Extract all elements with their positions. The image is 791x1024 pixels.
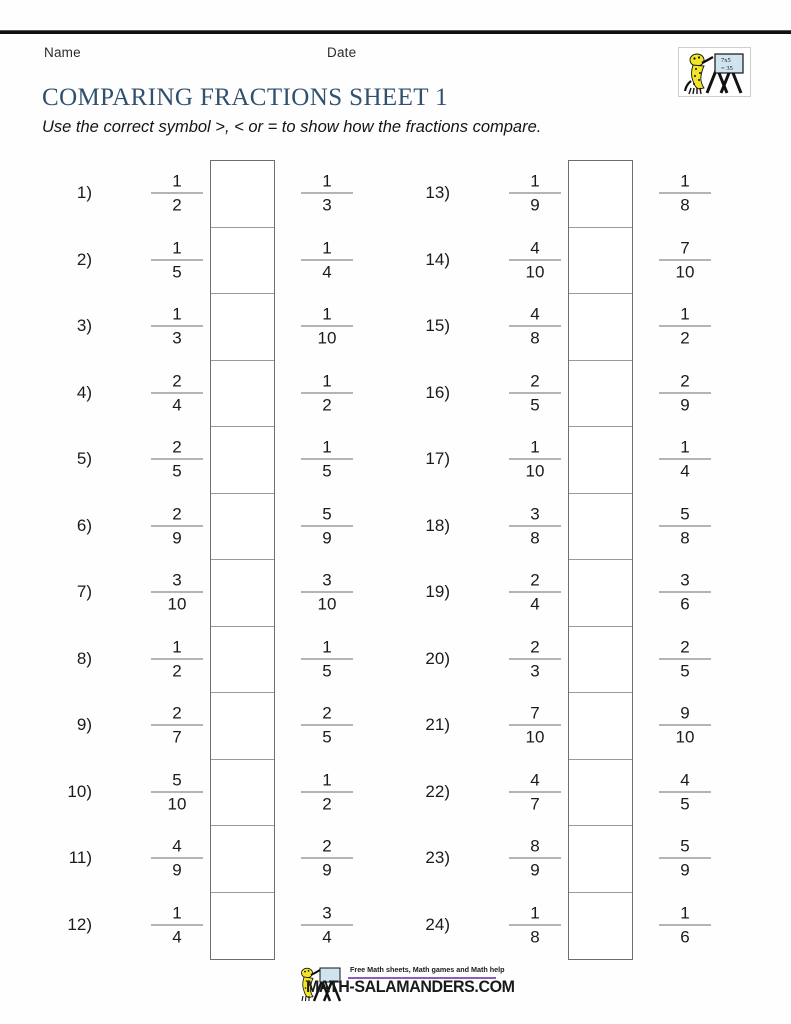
problem-number: 6)	[76, 515, 92, 535]
fraction-left	[148, 703, 206, 748]
numerator: 1	[680, 171, 690, 191]
problem-number: 5)	[76, 449, 92, 469]
numerator: 1	[322, 171, 332, 191]
fraction-bar	[151, 725, 203, 726]
denominator: 9	[680, 860, 690, 880]
numerator: 1	[172, 238, 182, 258]
numerator: 2	[172, 504, 182, 524]
fraction-bar	[659, 858, 711, 859]
fraction-left	[148, 570, 206, 615]
numerator: 1	[322, 637, 332, 657]
fraction-bar	[151, 259, 203, 260]
numerator: 3	[322, 570, 332, 590]
fraction-bar	[301, 592, 353, 593]
fraction-right	[656, 570, 714, 615]
denominator: 4	[172, 395, 182, 415]
denominator: 10	[525, 461, 545, 481]
denominator: 6	[680, 927, 690, 947]
numerator: 1	[172, 304, 182, 324]
denominator: 9	[172, 860, 182, 880]
fraction-bar	[509, 924, 561, 925]
problem-row	[40, 227, 380, 294]
problem-row	[40, 293, 380, 360]
fraction-right	[656, 237, 714, 282]
problem-number: 16)	[425, 382, 450, 402]
denominator: 5	[172, 461, 182, 481]
fraction-bar	[659, 725, 711, 726]
footer-url[interactable]: MATH-SALAMANDERS.COM	[306, 978, 515, 997]
problem-row	[398, 293, 738, 360]
fraction-bar	[509, 725, 561, 726]
denominator: 2	[172, 661, 182, 681]
fraction-right	[656, 503, 714, 548]
numerator: 2	[680, 371, 690, 391]
problem-row	[398, 892, 738, 959]
fraction-bar	[151, 924, 203, 925]
fraction-left	[506, 237, 564, 282]
problem-number: 3)	[76, 316, 92, 336]
fraction-right	[656, 836, 714, 881]
fraction-right	[656, 370, 714, 415]
problem-row	[398, 360, 738, 427]
fraction-bar	[151, 459, 203, 460]
fraction-left	[506, 570, 564, 615]
fraction-right	[656, 703, 714, 748]
numerator: 2	[172, 703, 182, 723]
problem-row	[40, 626, 380, 693]
fraction-bar	[659, 459, 711, 460]
problem-number: 7)	[76, 582, 92, 602]
problem-number: 10)	[67, 781, 92, 801]
fraction-bar	[509, 525, 561, 526]
fraction-right	[298, 570, 356, 615]
fraction-bar	[151, 658, 203, 659]
denominator: 4	[322, 262, 332, 282]
fraction-bar	[659, 658, 711, 659]
fraction-right	[298, 636, 356, 681]
problem-row	[40, 493, 380, 560]
numerator: 1	[680, 304, 690, 324]
denominator: 5	[322, 661, 332, 681]
name-date-row	[44, 45, 744, 65]
denominator: 9	[530, 195, 540, 215]
problem-row	[398, 559, 738, 626]
fraction-bar	[301, 459, 353, 460]
denominator: 9	[172, 528, 182, 548]
numerator: 9	[680, 703, 690, 723]
fraction-left	[148, 237, 206, 282]
numerator: 1	[680, 437, 690, 457]
problem-number: 21)	[425, 715, 450, 735]
fraction-left	[506, 636, 564, 681]
denominator: 2	[680, 328, 690, 348]
denominator: 2	[322, 794, 332, 814]
problem-number: 15)	[425, 316, 450, 336]
numerator: 8	[530, 836, 540, 856]
fraction-bar	[509, 858, 561, 859]
numerator: 1	[322, 304, 332, 324]
fraction-bar	[659, 193, 711, 194]
problem-number: 9)	[76, 715, 92, 735]
problem-row	[40, 160, 380, 227]
fraction-right	[656, 902, 714, 947]
fraction-bar	[509, 259, 561, 260]
numerator: 1	[530, 171, 540, 191]
denominator: 7	[172, 727, 182, 747]
fraction-bar	[509, 459, 561, 460]
problem-row	[40, 825, 380, 892]
fraction-bar	[659, 525, 711, 526]
fraction-left	[506, 703, 564, 748]
denominator: 4	[680, 461, 690, 481]
problem-number: 20)	[425, 648, 450, 668]
problem-number: 2)	[76, 249, 92, 269]
problem-row	[40, 360, 380, 427]
numerator: 1	[322, 770, 332, 790]
numerator: 1	[322, 437, 332, 457]
fraction-right	[656, 636, 714, 681]
problem-row	[40, 892, 380, 959]
fraction-bar	[301, 326, 353, 327]
denominator: 6	[680, 594, 690, 614]
problem-column-left	[40, 160, 380, 960]
denominator: 3	[530, 661, 540, 681]
problem-row	[398, 825, 738, 892]
denominator: 10	[675, 727, 695, 747]
footer	[288, 963, 515, 1005]
numerator: 3	[322, 903, 332, 923]
denominator: 3	[322, 195, 332, 215]
problem-row	[40, 559, 380, 626]
denominator: 5	[680, 661, 690, 681]
problem-number: 11)	[68, 848, 92, 868]
denominator: 8	[680, 195, 690, 215]
problem-number: 23)	[425, 848, 450, 868]
salamander-at-blackboard-icon	[679, 48, 750, 96]
fraction-bar	[509, 392, 561, 393]
problem-row	[398, 692, 738, 759]
problem-number: 17)	[425, 449, 450, 469]
denominator: 8	[680, 528, 690, 548]
problem-number: 24)	[425, 914, 450, 934]
svg-text:= 35: = 35	[721, 65, 733, 72]
fraction-right	[298, 836, 356, 881]
fraction-bar	[151, 326, 203, 327]
numerator: 2	[172, 371, 182, 391]
numerator: 2	[172, 437, 182, 457]
numerator: 1	[172, 637, 182, 657]
problem-row	[40, 426, 380, 493]
fraction-bar	[509, 791, 561, 792]
denominator: 10	[675, 262, 695, 282]
fraction-bar	[151, 392, 203, 393]
fraction-left	[148, 437, 206, 482]
problem-row	[40, 692, 380, 759]
numerator: 2	[322, 836, 332, 856]
numerator: 5	[172, 770, 182, 790]
denominator: 2	[322, 395, 332, 415]
fraction-bar	[301, 193, 353, 194]
fraction-bar	[509, 658, 561, 659]
problem-row	[398, 493, 738, 560]
numerator: 1	[322, 238, 332, 258]
numerator: 1	[172, 171, 182, 191]
problem-column-right	[398, 160, 738, 960]
fraction-bar	[301, 791, 353, 792]
numerator: 1	[172, 903, 182, 923]
denominator: 4	[530, 594, 540, 614]
numerator: 1	[680, 903, 690, 923]
fraction-left	[506, 902, 564, 947]
fraction-left	[506, 836, 564, 881]
fraction-left	[506, 769, 564, 814]
denominator: 4	[172, 927, 182, 947]
svg-text:7x5: 7x5	[721, 57, 731, 64]
numerator: 5	[680, 836, 690, 856]
fraction-right	[298, 503, 356, 548]
fraction-bar	[659, 392, 711, 393]
fraction-bar	[301, 658, 353, 659]
problem-row	[398, 626, 738, 693]
fraction-bar	[659, 924, 711, 925]
denominator: 5	[530, 395, 540, 415]
numerator: 2	[680, 637, 690, 657]
fraction-bar	[659, 791, 711, 792]
fraction-left	[148, 171, 206, 216]
numerator: 3	[680, 570, 690, 590]
fraction-right	[298, 304, 356, 349]
numerator: 3	[530, 504, 540, 524]
fraction-right	[298, 703, 356, 748]
name-label: Name	[44, 45, 81, 60]
fraction-bar	[151, 791, 203, 792]
numerator: 1	[322, 371, 332, 391]
fraction-bar	[301, 858, 353, 859]
fraction-bar	[301, 259, 353, 260]
numerator: 4	[530, 770, 540, 790]
denominator: 5	[172, 262, 182, 282]
fraction-bar	[151, 525, 203, 526]
footer-tagline: Free Math sheets, Math games and Math help	[350, 965, 505, 974]
numerator: 5	[680, 504, 690, 524]
numerator: 3	[172, 570, 182, 590]
numerator: 5	[322, 504, 332, 524]
fraction-bar	[151, 858, 203, 859]
numerator: 4	[530, 304, 540, 324]
fraction-bar	[151, 193, 203, 194]
problem-number: 13)	[425, 183, 450, 203]
fraction-right	[298, 769, 356, 814]
fraction-bar	[151, 592, 203, 593]
fraction-right	[656, 769, 714, 814]
fraction-right	[298, 902, 356, 947]
denominator: 10	[167, 794, 187, 814]
page-title: COMPARING FRACTIONS SHEET 1	[42, 84, 449, 111]
numerator: 7	[530, 703, 540, 723]
denominator: 7	[530, 794, 540, 814]
fraction-right	[298, 370, 356, 415]
page-top-rule	[0, 30, 791, 34]
numerator: 7	[680, 238, 690, 258]
denominator: 2	[172, 195, 182, 215]
fraction-bar	[301, 525, 353, 526]
fraction-right	[298, 437, 356, 482]
numerator: 4	[680, 770, 690, 790]
fraction-left	[506, 171, 564, 216]
numerator: 4	[172, 836, 182, 856]
numerator: 2	[322, 703, 332, 723]
denominator: 5	[322, 727, 332, 747]
fraction-left	[506, 503, 564, 548]
fraction-left	[148, 769, 206, 814]
problem-row	[398, 759, 738, 826]
fraction-bar	[301, 392, 353, 393]
fraction-left	[148, 636, 206, 681]
denominator: 5	[322, 461, 332, 481]
numerator: 4	[530, 238, 540, 258]
problem-number: 18)	[425, 515, 450, 535]
denominator: 4	[322, 927, 332, 947]
problem-number: 22)	[425, 781, 450, 801]
numerator: 2	[530, 637, 540, 657]
fraction-right	[298, 237, 356, 282]
fraction-right	[656, 304, 714, 349]
fraction-left	[148, 304, 206, 349]
problem-row	[398, 227, 738, 294]
fraction-right	[298, 171, 356, 216]
fraction-left	[506, 437, 564, 482]
fraction-right	[656, 171, 714, 216]
denominator: 9	[680, 395, 690, 415]
fraction-bar	[659, 592, 711, 593]
date-label: Date	[327, 45, 357, 60]
denominator: 10	[525, 727, 545, 747]
fraction-bar	[509, 193, 561, 194]
problem-row	[398, 426, 738, 493]
denominator: 8	[530, 528, 540, 548]
fraction-bar	[659, 259, 711, 260]
problem-row	[398, 160, 738, 227]
fraction-bar	[509, 592, 561, 593]
fraction-left	[148, 902, 206, 947]
numerator: 2	[530, 371, 540, 391]
fraction-bar	[509, 326, 561, 327]
fraction-bar	[301, 924, 353, 925]
denominator: 8	[530, 328, 540, 348]
numerator: 2	[530, 570, 540, 590]
fraction-bar	[659, 326, 711, 327]
fraction-left	[148, 836, 206, 881]
problem-number: 8)	[76, 648, 92, 668]
denominator: 8	[530, 927, 540, 947]
fraction-right	[656, 437, 714, 482]
problem-number: 12)	[67, 914, 92, 934]
problem-number: 4)	[76, 382, 92, 402]
fraction-left	[506, 370, 564, 415]
denominator: 3	[172, 328, 182, 348]
problem-row	[40, 759, 380, 826]
fraction-bar	[301, 725, 353, 726]
instructions-text: Use the correct symbol >, < or = to show how the fractions compare.	[42, 118, 542, 136]
problem-number: 14)	[425, 249, 450, 269]
denominator: 10	[317, 594, 337, 614]
denominator: 10	[317, 328, 337, 348]
fraction-left	[148, 503, 206, 548]
problem-number: 1)	[76, 183, 92, 203]
denominator: 9	[322, 860, 332, 880]
denominator: 9	[530, 860, 540, 880]
denominator: 9	[322, 528, 332, 548]
fraction-left	[506, 304, 564, 349]
problem-number: 19)	[425, 582, 450, 602]
denominator: 10	[167, 594, 187, 614]
math-salamanders-logo	[678, 47, 751, 97]
denominator: 5	[680, 794, 690, 814]
numerator: 1	[530, 903, 540, 923]
numerator: 1	[530, 437, 540, 457]
denominator: 10	[525, 262, 545, 282]
fraction-left	[148, 370, 206, 415]
